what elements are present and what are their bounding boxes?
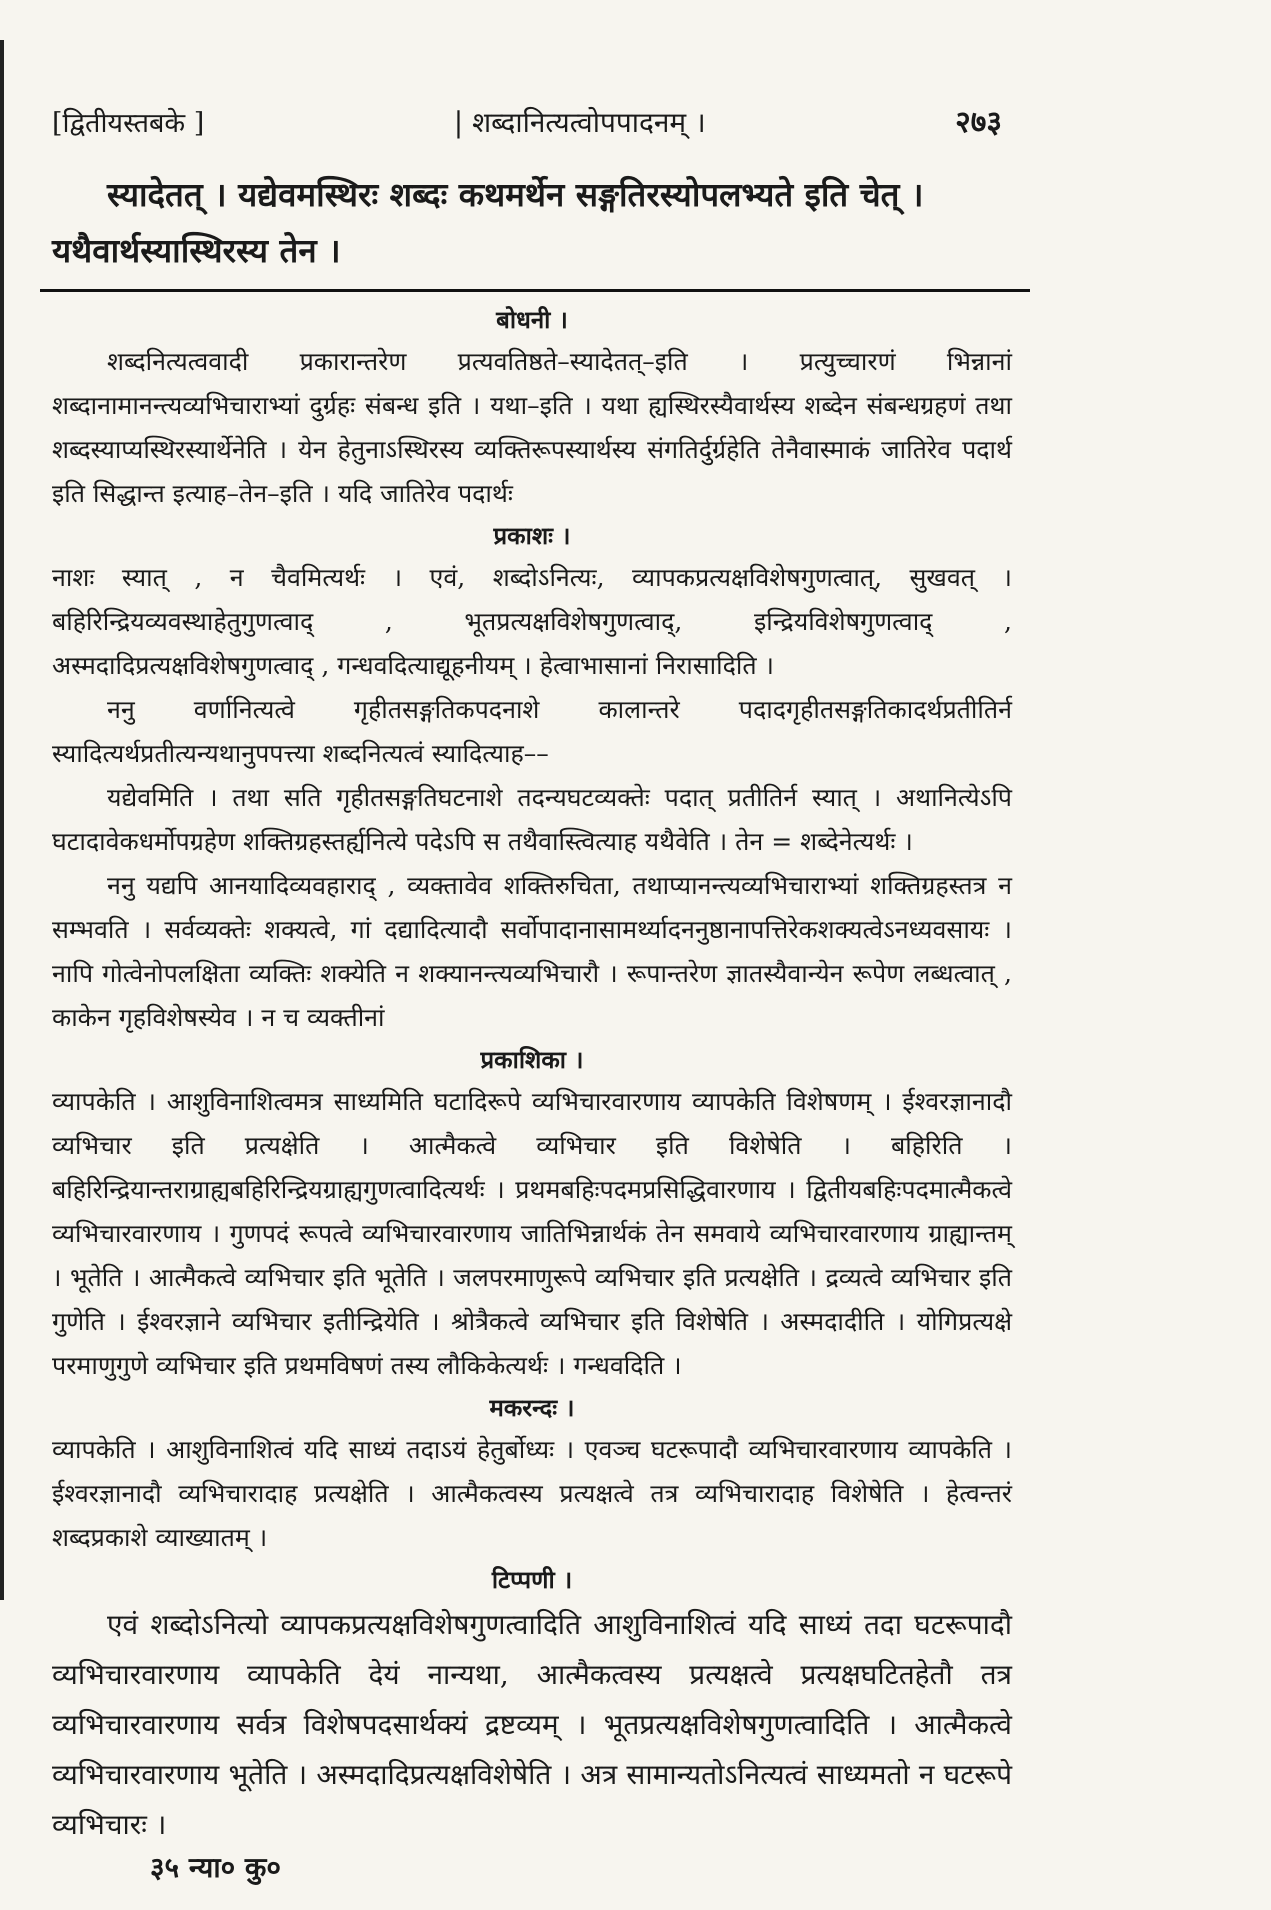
header-left: [द्वितीयस्तबके ] [52,108,205,139]
page [52,100,1012,1850]
prakasha-para-3: यद्येवमिति । तथा सति गृहीतसङ्गतिघटनाशे तदन्यघटव्यक्तेः पदात् प्रतीतिर्न स्यात् । अथानित्येऽपि घटादावेकधर्मोपग्रहेण शक्तिग्रहस्तर्ह्यनित्ये पदेऽपि स तथैवास्त्वित्याह यथैवेति । तेन = शब्देनेत्यर्थः । [52,783,1012,856]
prakasha-para-2: ननु वर्णानित्यत्वे गृहीतसङ्गतिकपदनाशे कालान्तरे पदादगृहीतसङ्गतिकादर्थप्रतीतिर्न स्यादित्यर्थप्रतीत्यन्यथानुपपत्त्या शब्दनित्यत्वं स्यादित्याह–– [52,695,1012,768]
header-title: | शब्दानित्यत्वोपपादनम् । [453,106,706,139]
section-title-prakashika: प्रकाशिका । [480,1045,584,1074]
makaranda-text: व्यापकेति । आशुविनाशित्वं यदि साध्यं तदाऽयं हेतुर्बोध्यः । एवञ्च घटरूपादौ व्यभिचारवारणाय व्यापकेति । ईश्वरज्ञानादौ व्यभिचारादाह प्रत्यक्षेति । आत्मैकत्वस्य प्रत्यक्षत्वे तत्र व्यभिचारादाह विशेषेति । हेत्वन्तरं शब्दप्रकाशे व्याख्यातम् । [52,1435,1012,1552]
signature-mark: ३५ न्या० कु० [150,1851,281,1884]
mula-text: स्यादेतत् । यद्येवमस्थिरः शब्दः कथमर्थेन सङ्गतिरस्योपलभ्यते इति चेत् । यथैवार्थस्यास्थिरस्य तेन । [52,175,924,270]
prakasha-para-1: नाशः स्यात् , न चैवमित्यर्थः । एवं, शब्दोऽनित्यः, व्यापकप्रत्यक्षविशेषगुणत्वात्, सुखवत् । बहिरिन्द्रियव्यवस्थाहेतुगुणत्वाद् , भूतप्रत्यक्षविशेषगुणत्वाद्, इन्द्रियविशेषगुणत्वाद् , अस्मदादिप्रत्यक्षविशेषगुणत्वाद् , गन्धवदित्याद्यूहनीयम् । हेत्वाभासानां निरासादिति । [52,563,1012,680]
section-title-prakasha: प्रकाशः । [493,521,571,550]
tippani-text: एवं शब्दोऽनित्यो व्यापकप्रत्यक्षविशेषगुणत्वादिति आशुविनाशित्वं यदि साध्यं तदा घटरूपादौ व्यभिचारवारणाय व्यापकेति देयं नान्यथा, आत्मैकत्वस्य प्रत्यक्षत्वे प्रत्यक्षघटितहेतौ तत्र व्यभिचारवारणाय सर्वत्र विशेषपदसार्थक्यं द्रष्टव्यम् । भूतप्रत्यक्षविशेषगुणत्वादिति । आत्मैकत्वे व्यभिचारवारणाय भूतेति । अस्मदादिप्रत्यक्षविशेषेति । अत्र सामान्यतोऽनित्यत्वं साध्यमतो न घटरूपे व्यभिचारः । [52,1608,1012,1841]
section-title-tippani: टिप्पणी । [491,1565,573,1594]
divider-rule [40,289,1030,292]
prakasha-para-4: ननु यद्यपि आनयादिव्यवहाराद् , व्यक्तावेव शक्तिरुचिता, तथाप्यानन्त्यव्यभिचाराभ्यां शक्तिग्रहस्तत्र न सम्भवति । सर्वव्यक्तेः शक्यत्वे, गां दद्यादित्यादौ सर्वोपादानासामर्थ्यादननुष्ठानापत्तिरेकशक्यत्वेऽनध्यवसायः । नापि गोत्वेनोपलक्षिता व्यक्तिः शक्येति न शक्यानन्त्यव्यभिचारौ । रूपान्तरेण ज्ञातस्यैवान्येन रूपेण लब्धत्वात् , काकेन गृहविशेषस्येव । न च व्यक्तीनां [52,871,1012,1032]
bodhani-text: शब्दनित्यत्ववादी प्रकारान्तरेण प्रत्यवतिष्ठते–स्यादेतत्–इति । प्रत्युच्चारणं भिन्नानां शब्दानामानन्त्यव्यभिचाराभ्यां दुर्ग्रहः संबन्ध इति । यथा–इति । यथा ह्यस्थिरस्यैवार्थस्य शब्देन संबन्धग्रहणं तथा शब्दस्याप्यस्थिरस्यार्थेनेति । येन हेतुनाऽस्थिरस्य व्यक्तिरूपस्यार्थस्य संगतिर्दुर्ग्रहेति तेनैवास्माकं जातिरेव पदार्थ इति सिद्धान्त इत्याह–तेन–इति । यदि जातिरेव पदार्थः [52,347,1012,508]
section-title-bodhani: बोधनी । [496,305,568,334]
running-header [52,100,1012,141]
binding-edge [0,40,4,1600]
page-number: २७३ [955,105,1002,140]
prakashika-text: व्यापकेति । आशुविनाशित्वमत्र साध्यमिति घटादिरूपे व्यभिचारवारणाय व्यापकेति विशेषणम् । ईश्वरज्ञानादौ व्यभिचार इति प्रत्यक्षेति । आत्मैकत्वे व्यभिचार इति विशेषेति । बहिरिति । बहिरिन्द्रियान्तराग्राह्यबहिरिन्द्रियग्राह्यगुणत्वादित्यर्थः । प्रथमबहिःपदमप्रसिद्धिवारणाय । द्वितीयबहिःपदमात्मैकत्वे व्यभिचारवारणाय । गुणपदं रूपत्वे व्यभिचारवारणाय जातिभिन्नार्थकं तेन समवाये व्यभिचारवारणाय ग्राह्यान्तम् । भूतेति । आत्मैकत्वे व्यभिचार इति भूतेति । जलपरमाणुरूपे व्यभिचार इति प्रत्यक्षेति । द्रव्यत्वे व्यभिचार इति गुणेति । ईश्वरज्ञाने व्यभिचार इतीन्द्रियेति । श्रोत्रैकत्वे व्यभिचार इति विशेषेति । अस्मदादीति । योगिप्रत्यक्षे परमाणुगुणे व्यभिचार इति प्रथमविषणं तस्य लौकिकेत्यर्थः । गन्धवदिति । [52,1087,1012,1380]
section-title-makaranda: मकरन्दः । [489,1393,575,1422]
